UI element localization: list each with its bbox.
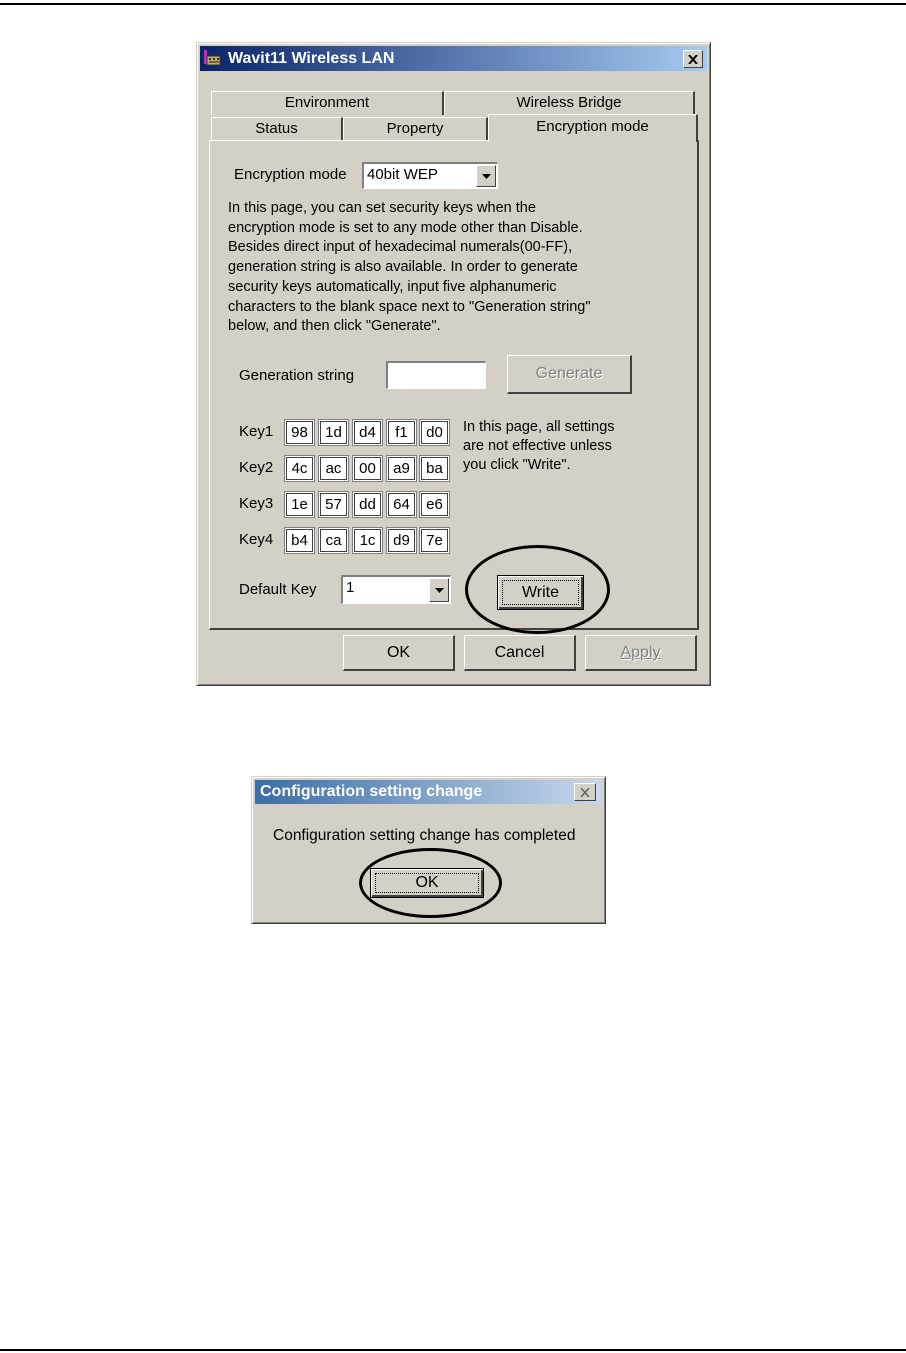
description-line: encryption mode is set to any mode other than Disable. [228,219,583,236]
key4-byte-4[interactable]: d9 [386,527,417,554]
description-line: In this page, you can set security keys when the [228,200,536,216]
key4-byte-5[interactable]: 7e [419,527,450,554]
confirm-dialog-title: Configuration setting change [260,783,483,800]
chevron-down-icon [482,174,491,179]
generation-string-input[interactable] [386,361,486,389]
tab-environment-label: Environment [284,94,370,111]
ok-button[interactable] [343,635,455,671]
default-key-value: 1 [346,579,355,596]
description-line: Besides direct input of hexadecimal numerals(00-FF), [228,239,573,256]
key1-byte-2[interactable]: 1d [318,419,349,446]
tab-status-label: Status [255,120,298,137]
tab-encryption-mode-label: Encryption mode [536,118,649,135]
tab-encryption-mode[interactable] [488,114,698,142]
generate-button[interactable] [507,355,632,394]
description-line: below, and then click "Generate". [228,318,441,335]
key3-byte-1[interactable]: 1e [284,491,315,518]
key4-byte-2[interactable]: ca [318,527,349,554]
cancel-button[interactable] [464,635,576,671]
key2-label: Key2 [239,459,274,476]
confirm-ok-button-label: OK [415,874,439,891]
confirm-dialog [251,776,606,924]
default-key-dropdown-button[interactable] [429,578,449,602]
apply-button[interactable] [585,635,697,671]
tab-status[interactable] [211,117,343,141]
page-bottom-rule [0,1349,906,1351]
confirm-ok-button[interactable] [370,868,484,898]
key3-byte-4[interactable]: 64 [386,491,417,518]
tab-property-label: Property [386,120,444,137]
page-top-rule [0,3,906,5]
description-text [228,199,591,337]
cancel-button-label: Cancel [494,644,545,661]
confirm-message: Configuration setting change has completed [273,827,576,844]
write-note-line: are not effective unless [463,438,612,454]
key1-label: Key1 [239,423,274,440]
tab-wireless-bridge-label: Wireless Bridge [516,94,622,111]
description-line: characters to the blank space next to "Generation string" [228,298,591,315]
key2-byte-4[interactable]: a9 [386,455,417,482]
encryption-mode-panel [209,140,699,630]
key1-byte-3[interactable]: d4 [352,419,383,446]
confirm-dialog-titlebar[interactable] [255,780,602,804]
default-key-select[interactable] [341,575,451,604]
generate-button-label: Generate [535,365,603,382]
tab-environment[interactable] [211,91,444,115]
confirm-ok-focus-rect [375,873,479,893]
encryption-mode-value: 40bit WEP [367,166,438,183]
main-dialog-titlebar[interactable] [200,46,707,71]
key4-label: Key4 [239,531,274,548]
encryption-mode-dropdown-button[interactable] [476,165,496,187]
key3-byte-3[interactable]: dd [352,491,383,518]
close-x-icon [580,788,590,797]
write-button-focus-rect [502,580,579,605]
key2-byte-2[interactable]: ac [318,455,349,482]
main-dialog-title: Wavit11 Wireless LAN [228,50,395,67]
write-button[interactable] [497,575,584,610]
key4-byte-1[interactable]: b4 [284,527,315,554]
key3-label: Key3 [239,495,274,512]
tab-wireless-bridge[interactable] [444,91,695,115]
tab-property[interactable] [343,117,488,141]
key4-byte-3[interactable]: 1c [352,527,383,554]
key2-byte-3[interactable]: 00 [352,455,383,482]
key3-byte-2[interactable]: 57 [318,491,349,518]
encryption-mode-select[interactable] [362,162,498,189]
key2-byte-5[interactable]: ba [419,455,450,482]
network-card-icon [204,50,222,68]
key3-byte-5[interactable]: e6 [419,491,450,518]
close-x-icon [688,55,698,64]
apply-button-label: Apply [620,644,661,661]
key1-byte-4[interactable]: f1 [386,419,417,446]
generation-string-label: Generation string [239,367,355,384]
description-line: generation string is also available. In order to generate [228,259,578,276]
write-note-line: you click "Write". [463,457,571,473]
main-dialog [196,42,711,686]
ok-button-label: OK [386,644,411,661]
write-note-text [463,418,615,475]
default-key-label: Default Key [239,581,317,598]
encryption-mode-label: Encryption mode [234,166,347,183]
chevron-down-icon [435,588,444,593]
key2-byte-1[interactable]: 4c [284,455,315,482]
close-button[interactable] [574,783,596,801]
key1-byte-5[interactable]: d0 [419,419,450,446]
description-line: security keys automatically, input five alphanumeric [228,278,557,295]
close-button[interactable] [683,50,703,68]
write-button-label: Write [521,584,560,601]
write-note-line: In this page, all settings [463,419,615,435]
key1-byte-1[interactable]: 98 [284,419,315,446]
